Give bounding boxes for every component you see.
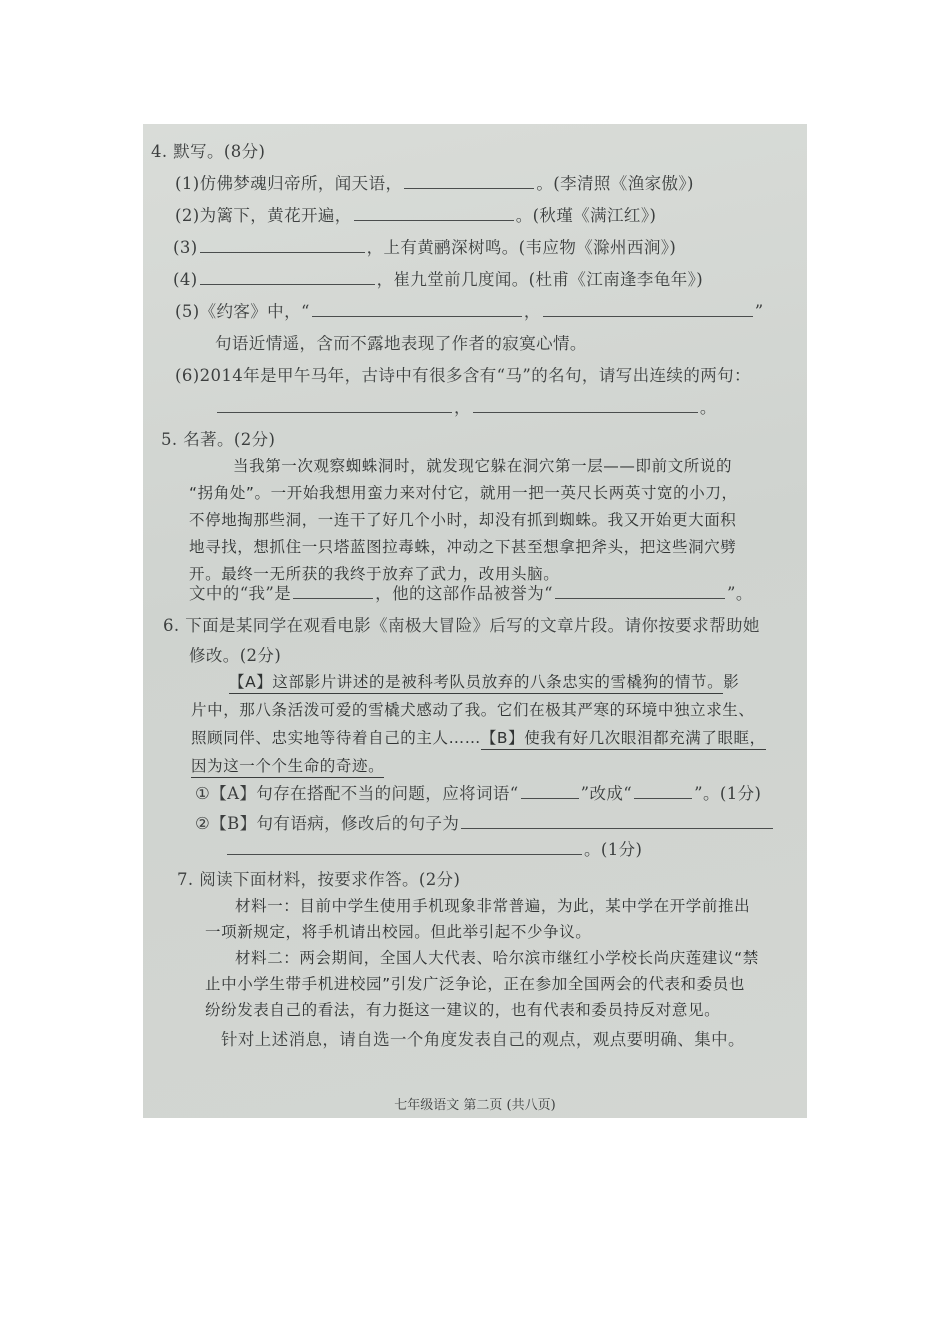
q4-title: 4. 默写。(8分): [151, 142, 266, 161]
q6-passage-line3: 照顾同伴、忠实地等待着自己的主人……【B】使我有好几次眼泪都充满了眼眶，: [191, 726, 766, 748]
q7-material2-line3: 纷纷发表自己的看法，有力挺这一建议的，也有代表和委员持反对意见。: [205, 1001, 721, 1019]
q5-title: 5. 名著。(2分): [161, 430, 276, 449]
q4-line4: (4) ，崔九堂前几度闻。(杜甫《江南逢李龟年》): [173, 270, 704, 289]
q4-line2: (2)为篱下，黄花开遍， 。(秋瑾《满江红》): [175, 206, 657, 225]
q4-line5-cont: 句语近情遥，含而不露地表现了作者的寂寞心情。: [215, 334, 587, 353]
q6-subquestion-2: ②【B】句有语病，修改后的句子为: [195, 810, 775, 834]
q7-material1-line1: 材料一：目前中学生使用手机现象非常普遍，为此，某中学在开学前推出: [235, 897, 751, 915]
q6-passage-line1: 【A】这部影片讲述的是被科考队员放弃的八条忠实的雪橇狗的情节。影: [229, 670, 739, 692]
q7-title: 7. 阅读下面材料，按要求作答。(2分): [177, 870, 461, 889]
q6-title-line2: 修改。(2分): [189, 646, 282, 665]
q7-material2-line2: 止中小学生带手机进校园”引发广泛争论，正在参加全国两会的代表和委员也: [205, 975, 745, 993]
q7-material2-line1: 材料二：两会期间，全国人大代表、哈尔滨市继红小学校长尚庆莲建议“禁: [235, 949, 759, 967]
q5-passage-line1: 当我第一次观察蜘蛛洞时，就发现它躲在洞穴第一层——即前文所说的: [233, 457, 733, 475]
q5-passage-line2: “拐角处”。一开始我想用蛮力来对付它，就用一把一英尺长两英寸宽的小刀，: [189, 484, 738, 502]
q5-question: 文中的“我”是 ，他的这部作品被誉为“ ”。: [189, 584, 753, 603]
q5-passage-line4: 地寻找，想抓住一只塔蓝图拉毒蛛，冲动之下甚至想拿把斧头，把这些洞穴劈: [189, 538, 737, 556]
q6-passage-line2: 片中，那八条活泼可爱的雪橇犬感动了我。它们在极其严寒的环境中独立求生、: [191, 701, 755, 719]
q5-passage-line5: 开。最终一无所获的我终于放弃了武力，改用头脑。: [189, 565, 560, 583]
q4-line6-blanks: ， 。: [215, 394, 717, 418]
q6-subquestion-1: ①【A】句存在搭配不当的问题，应将词语“ ”改成“ ”。(1分): [195, 784, 762, 803]
q4-line5: (5)《约客》中，“ ， ”: [175, 302, 764, 321]
q6-passage-line4: 因为这一个个生命的奇迹。: [191, 754, 384, 776]
exam-page-photo: [143, 124, 807, 1118]
q4-line3: (3) ，上有黄鹂深树鸣。(韦应物《滁州西涧》): [173, 238, 677, 257]
q4-line6: (6)2014年是甲午马年，古诗中有很多含有“马”的名句，请写出连续的两句：: [175, 366, 751, 385]
q5-passage-line3: 不停地掏那些洞，一连干了好几个小时，却没有抓到蜘蛛。我又开始更大面积: [189, 511, 737, 529]
page-footer: 七年级语文 第二页 (共八页): [394, 1098, 556, 1113]
q6-title-line1: 6. 下面是某同学在观看电影《南极大冒险》后写的文章片段。请你按要求帮助她: [163, 616, 760, 635]
q6-subquestion-2-cont: 。(1分): [225, 836, 642, 860]
q4-line1: (1)仿佛梦魂归帝所，闻天语， 。(李清照《渔家傲》): [175, 174, 694, 193]
q7-material1-line2: 一项新规定，将手机请出校园。但此举引起不少争议。: [205, 923, 592, 941]
q7-prompt: 针对上述消息，请自选一个角度发表自己的观点，观点要明确、集中。: [221, 1030, 745, 1049]
